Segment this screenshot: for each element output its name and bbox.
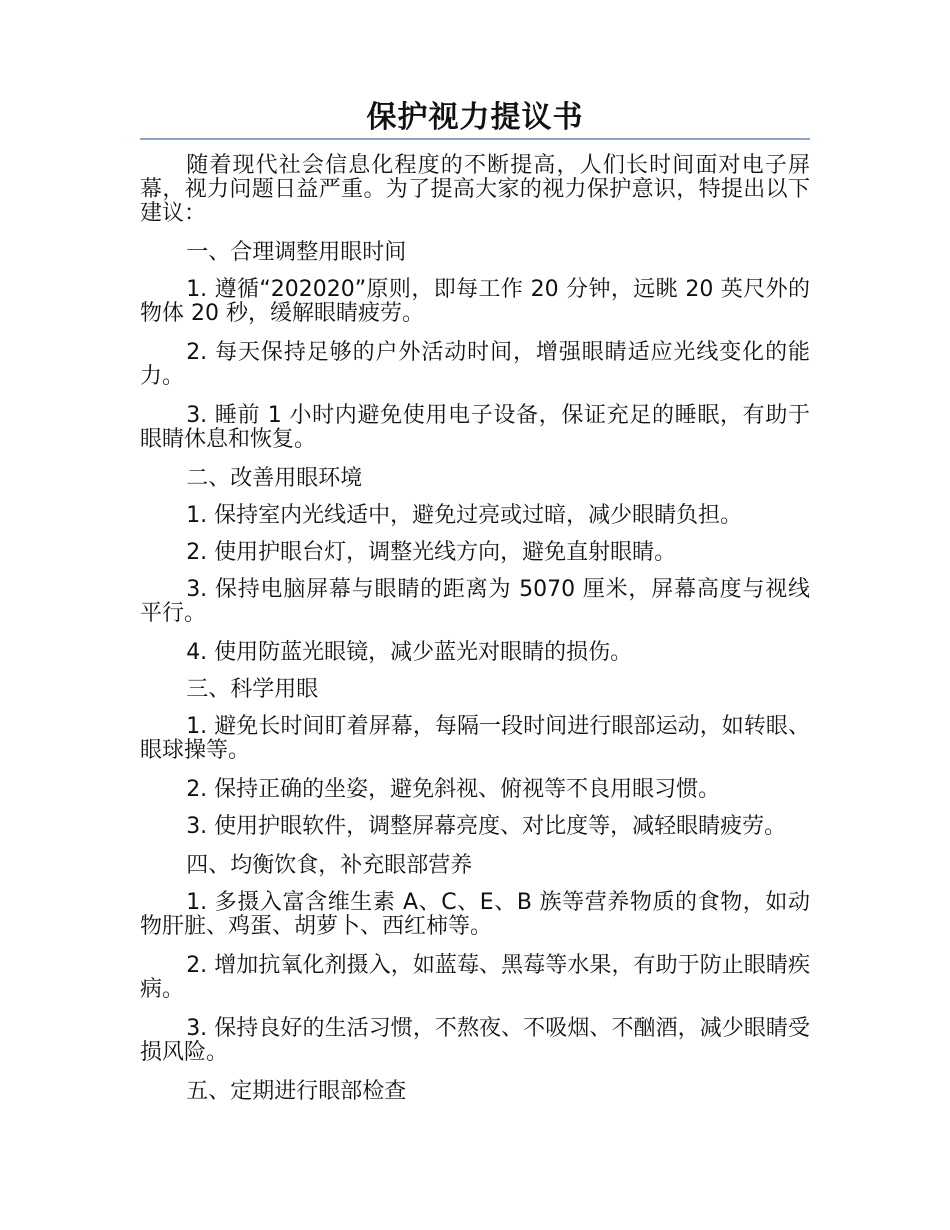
list-item: 4. 使用防蓝光眼镜，减少蓝光对眼睛的损伤。: [186, 640, 633, 665]
title-underline: [140, 138, 810, 140]
list-item: 1. 保持室内光线适中，避免过亮或过暗，减少眼睛负担。: [186, 503, 743, 528]
list-item: 3. 睡前 1 小时内避免使用电子设备，保证充足的睡眠，有助于眼睛休息和恢复。: [140, 403, 810, 452]
list-item: 3. 保持良好的生活习惯，不熬夜、不吸烟、不酗酒，减少眼睛受损风险。: [140, 1016, 810, 1065]
section-heading-2: 二、改善用眼环境: [186, 466, 363, 491]
section-heading-3: 三、科学用眼: [186, 677, 319, 702]
section-heading-1: 一、合理调整用眼时间: [186, 240, 407, 265]
list-item: 2. 增加抗氧化剂摄入，如蓝莓、黑莓等水果，有助于防止眼睛疾病。: [140, 953, 810, 1002]
intro-paragraph: 随着现代社会信息化程度的不断提高，人们长时间面对电子屏幕，视力问题日益严重。为了提高大家的视力保护意识，特提出以下建议：: [140, 153, 810, 226]
list-item: 1. 避免长时间盯着屏幕，每隔一段时间进行眼部运动，如转眼、眼球操等。: [140, 714, 810, 763]
list-item: 2. 保持正确的坐姿，避免斜视、俯视等不良用眼习惯。: [186, 777, 721, 802]
document-page: [140, 98, 810, 1117]
section-heading-5: 五、定期进行眼部检查: [186, 1079, 407, 1104]
list-item: 1. 遵循“202020”原则，即每工作 20 分钟，远眺 20 英尺外的物体 20 秒，缓解眼睛疲劳。: [140, 277, 810, 326]
list-item: 2. 使用护眼台灯，调整光线方向，避免直射眼睛。: [186, 540, 677, 565]
list-item: 2. 每天保持足够的户外活动时间，增强眼睛适应光线变化的能力。: [140, 340, 810, 389]
list-item: 3. 保持电脑屏幕与眼睛的距离为 5070 厘米，屏幕高度与视线平行。: [140, 577, 810, 626]
section-heading-4: 四、均衡饮食，补充眼部营养: [186, 853, 473, 878]
list-item: 3. 使用护眼软件，调整屏幕亮度、对比度等，减轻眼睛疲劳。: [186, 814, 787, 839]
list-item: 1. 多摄入富含维生素 A、C、E、B 族等营养物质的食物，如动物肝脏、鸡蛋、胡萝卜、西红柿等。: [140, 890, 810, 939]
document-title: 保护视力提议书: [366, 100, 584, 135]
